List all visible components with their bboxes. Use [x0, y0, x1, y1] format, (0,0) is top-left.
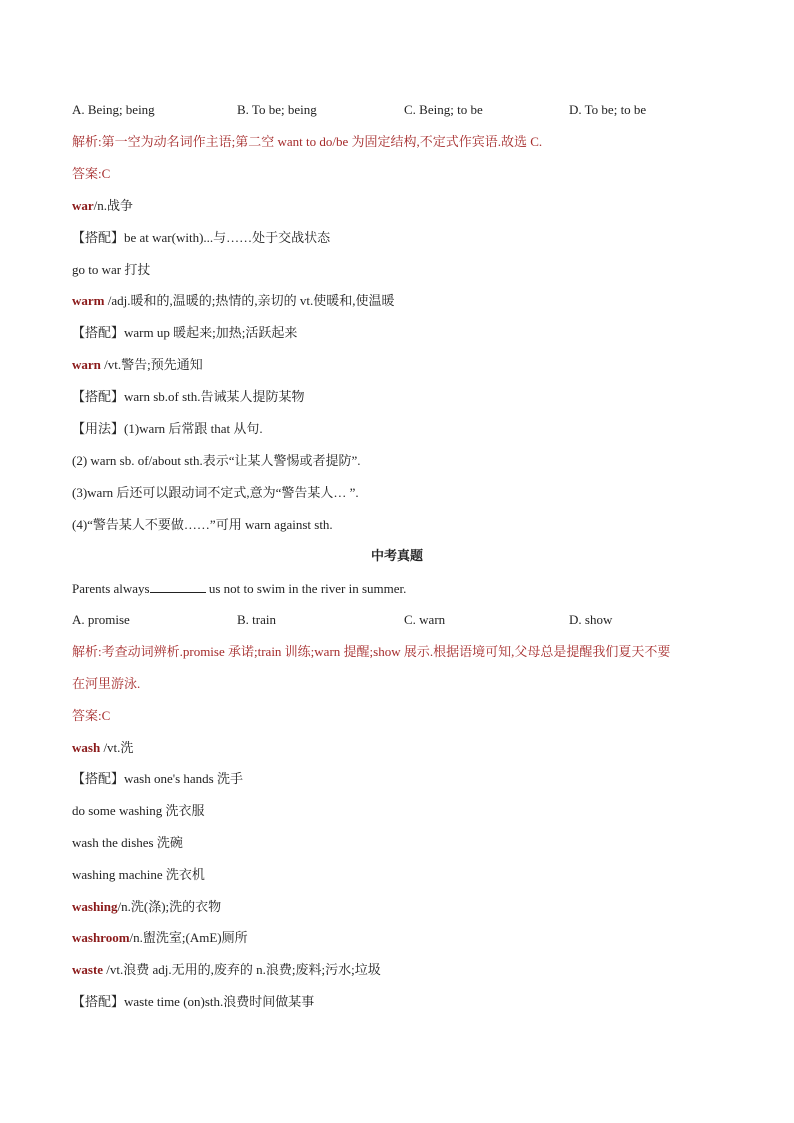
q2-stem-after: us not to swim in the river in summer. [205, 581, 407, 596]
warn-usage-4: (4)“警告某人不要做……”可用 warn against sth. [72, 517, 333, 532]
q1-analysis: 解析:第一空为动名词作主语;第二空 want to do/be 为固定结构,不定式作宾语.故选 C. [72, 134, 543, 149]
headword-warn: warn [72, 357, 101, 372]
entry-washroom [72, 929, 734, 947]
exam-heading: 中考真题 [370, 549, 423, 564]
headword-warm: warm [72, 293, 105, 308]
definition-warm: /adj.暖和的,温暖的;热情的,亲切的 vt.使暖和,使温暖 [104, 293, 395, 308]
entry-wash [72, 739, 734, 757]
definition-warn: /vt.警告;预先通知 [100, 357, 203, 372]
wash-collocation-4: washing machine 洗衣机 [72, 867, 205, 882]
definition-waste: /vt.浪费 adj.无用的,废弃的 n.浪费;废料;污水;垃圾 [103, 962, 381, 977]
q2-answer: 答案:C [72, 708, 111, 723]
definition-war: /n.战争 [93, 198, 134, 213]
headword-washroom: washroom [72, 930, 130, 945]
q2-stem [72, 579, 734, 598]
headword-wash: wash [72, 740, 101, 755]
headword-waste: waste [72, 962, 104, 977]
definition-wash: /vt.洗 [100, 740, 134, 755]
headword-war: war [72, 198, 94, 213]
answer-blank [150, 579, 206, 593]
entry-war [72, 197, 734, 215]
q1-option-b: B. To be; being [237, 102, 317, 117]
q2-option-b: B. train [237, 612, 276, 627]
q1-option-a: A. Being; being [72, 102, 155, 117]
q1-option-d: D. To be; to be [569, 102, 647, 117]
warn-collocation: 【搭配】warn sb.of sth.告诫某人提防某物 [72, 389, 305, 404]
wash-collocation-2: do some washing 洗衣服 [72, 803, 205, 818]
war-collocation: 【搭配】be at war(with)...与……处于交战状态 [72, 230, 331, 245]
waste-collocation: 【搭配】waste time (on)sth.浪费时间做某事 [72, 994, 315, 1009]
q2-option-d: D. show [569, 612, 613, 627]
q2-analysis-line-1: 解析:考查动词辨析.promise 承诺;train 训练;warn 提醒;show 展示.根据语境可知,父母总是提醒我们夏天不要 [72, 644, 671, 659]
q2-option-a: A. promise [72, 612, 130, 627]
warm-collocation: 【搭配】warm up 暖起来;加热;活跃起来 [72, 325, 298, 340]
wash-collocation: 【搭配】wash one's hands 洗手 [72, 771, 243, 786]
q2-option-c: C. warn [404, 612, 446, 627]
q2-analysis-line-2: 在河里游泳. [72, 676, 141, 691]
headword-washing: washing [72, 899, 118, 914]
war-extra: go to war 打扙 [72, 262, 151, 277]
q1-answer: 答案:C [72, 166, 111, 181]
q2-stem-before: Parents always [72, 581, 150, 596]
warn-usage-3: (3)warn 后还可以跟动词不定式,意为“警告某人… ”. [72, 485, 359, 500]
q1-option-c: C. Being; to be [404, 102, 483, 117]
definition-washing: /n.洗(涤);洗的衣物 [117, 899, 222, 914]
warn-usage-1: 【用法】(1)warn 后常跟 that 从句. [72, 421, 263, 436]
entry-warn [72, 356, 734, 374]
entry-washing [72, 898, 734, 916]
entry-waste [72, 961, 734, 979]
entry-warm [72, 292, 734, 310]
definition-washroom: /n.盥洗室;(AmE)厕所 [129, 930, 248, 945]
wash-collocation-3: wash the dishes 洗碗 [72, 835, 183, 850]
warn-usage-2: (2) warn sb. of/about sth.表示“让某人警惕或者提防”. [72, 453, 361, 468]
